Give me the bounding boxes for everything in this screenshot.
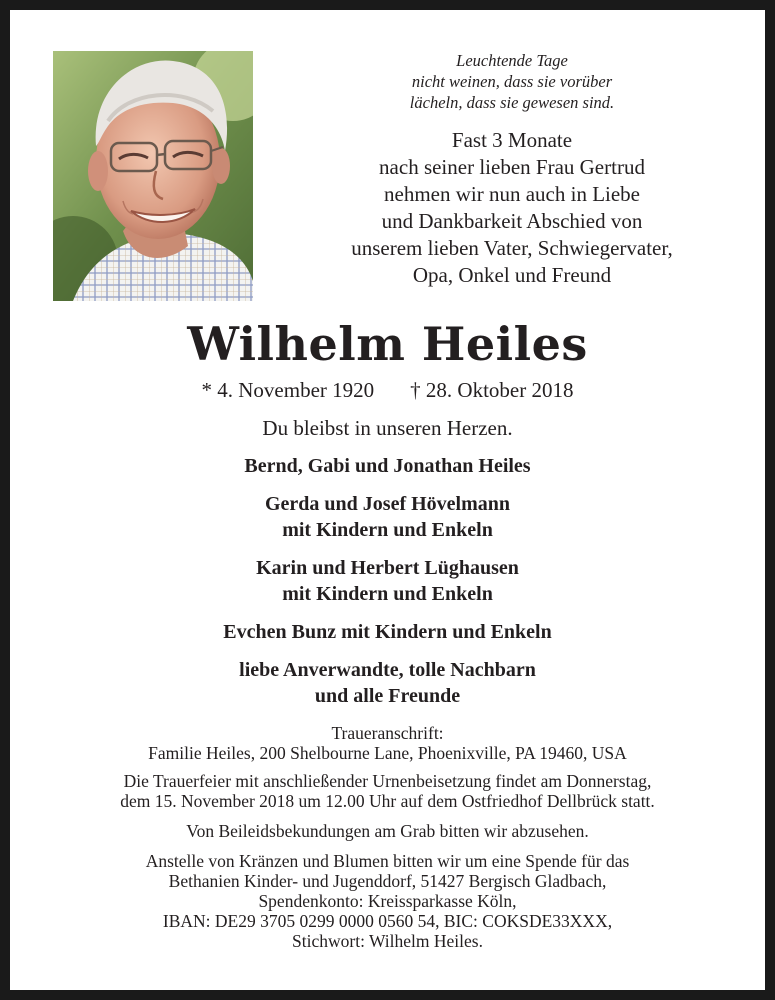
verse-line: nicht weinen, dass sie vorüber (411, 72, 613, 91)
obituary-notice (10, 10, 765, 990)
donation-line: IBAN: DE29 3705 0299 0000 0560 54, BIC: COKSDE33XXX, (162, 911, 613, 931)
mourner-line: Gerda und Josef Hövelmann (264, 493, 511, 515)
mourner-group (10, 657, 765, 709)
mourner-line: mit Kindern und Enkeln (282, 519, 493, 541)
mourner-line: liebe Anverwandte, tolle Nachbarn (239, 659, 536, 681)
donation-line: Bethanien Kinder- und Jugenddorf, 51427 Bergisch Gladbach, (168, 871, 607, 891)
death-date: † 28. Oktober 2018 (410, 378, 574, 402)
ceremony-line: dem 15. November 2018 um 12.00 Uhr auf dem Ostfriedhof Dellbrück statt. (120, 791, 655, 811)
portrait-photo (53, 51, 253, 301)
intro-line: nach seiner lieben Frau Gertrud (379, 155, 645, 179)
intro-text (282, 127, 742, 289)
ceremony-info (10, 771, 765, 811)
intro-line: unserem lieben Vater, Schwiegervater, (351, 236, 673, 260)
condolence-line: Von Beileidsbekundungen am Grab bitten wir abzusehen. (186, 821, 589, 841)
mourner-group (10, 491, 765, 543)
mourner-group (10, 619, 765, 645)
donation-line: Stichwort: Wilhelm Heiles. (292, 931, 483, 951)
verse (282, 50, 742, 113)
motto: Du bleibst in unseren Herzen. (262, 416, 513, 440)
donation-info (10, 851, 765, 951)
mourner-line: Bernd, Gabi und Jonathan Heiles (244, 455, 531, 477)
donation-line: Anstelle von Kränzen und Blumen bitten wir um eine Spende für das (145, 851, 630, 871)
mourner-line: mit Kindern und Enkeln (282, 583, 493, 605)
address-label: Traueranschrift: (331, 723, 444, 743)
condolence-note (10, 821, 765, 841)
intro-line: Opa, Onkel und Freund (412, 263, 612, 287)
verse-line: lächeln, dass sie gewesen sind. (409, 93, 615, 112)
birth-date: * 4. November 1920 (201, 378, 375, 402)
ceremony-line: Die Trauerfeier mit anschließender Urnenbeisetzung findet am Donnerstag, (123, 771, 652, 791)
mourner-line: Evchen Bunz mit Kindern und Enkeln (223, 621, 552, 643)
mourning-address (10, 723, 765, 763)
intro-line: und Dankbarkeit Abschied von (381, 209, 643, 233)
intro-block (282, 50, 742, 289)
mourner-group (10, 453, 765, 479)
mourner-group (10, 555, 765, 607)
address-line: Familie Heiles, 200 Shelbourne Lane, Phoenixville, PA 19460, USA (148, 743, 627, 763)
verse-line: Leuchtende Tage (456, 51, 568, 70)
lower-block (10, 415, 765, 951)
mourner-line: und alle Freunde (314, 685, 461, 707)
donation-line: Spendenkonto: Kreissparkasse Köln, (258, 891, 517, 911)
intro-line: nehmen wir nun auch in Liebe (384, 182, 640, 206)
mourner-line: Karin und Herbert Lüghausen (256, 557, 519, 579)
intro-line: Fast 3 Monate (451, 128, 573, 152)
deceased-name: Wilhelm Heiles (187, 317, 588, 371)
life-dates (10, 377, 765, 403)
